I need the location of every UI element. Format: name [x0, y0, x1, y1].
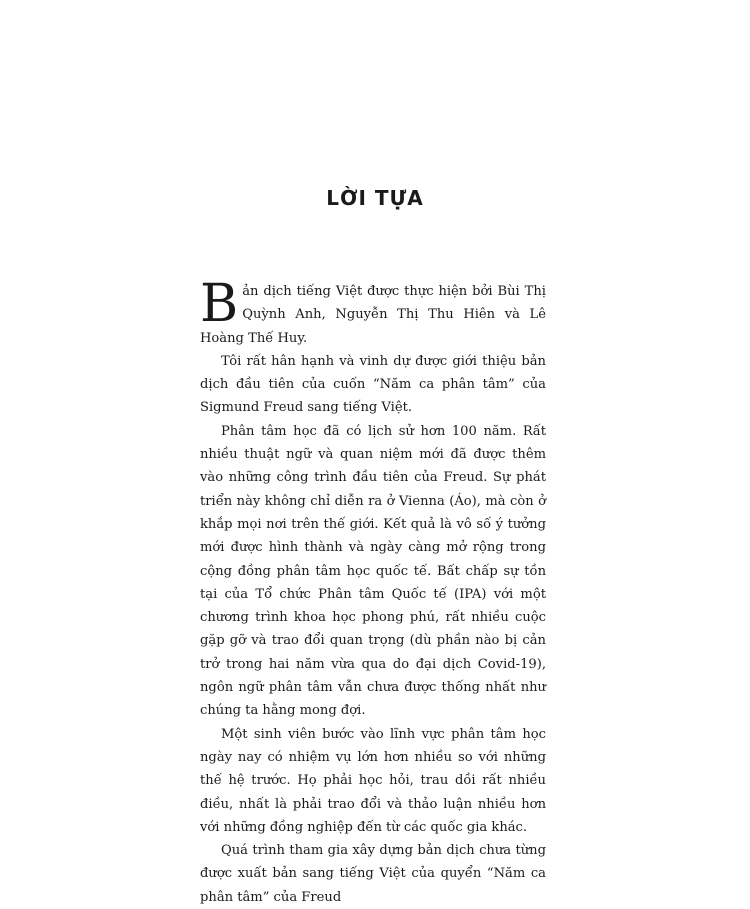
paragraph-1 — [200, 274, 546, 350]
paragraph-2: Tôi rất hân hạnh và vinh dự được giới thiệu bản dịch đầu tiên của cuốn “Năm ca phân tâm” của Sigmund Freud sang tiếng Việt. — [200, 353, 546, 416]
drop-cap: B — [200, 274, 239, 334]
preface-body — [200, 274, 546, 909]
paragraph-1-text: ản dịch tiếng Việt được thực hiện bởi Bùi Thị Quỳnh Anh, Nguyễn Thị Thu Hiên và Lê Hoàng Thế Huy. — [200, 284, 546, 346]
paragraph-3: Phân tâm học đã có lịch sử hơn 100 năm. Rất nhiều thuật ngữ và quan niệm mới đã được thêm vào những công trình đầu tiên của Freud. Sự phát triển này không chỉ diễn ra ở Vienna (Áo), mà còn ở khắp mọi nơi trên thế giới. Kết quả là vô số ý tưởng mới được hình thành và ngày càng mở rộng trong cộng đồng phân tâm học quốc tế. Bất chấp sự tồn tại của Tổ chức Phân tâm Quốc tế (IPA) với một chương trình khoa học phong phú, rất nhiều cuộc gặp gỡ và trao đổi quan trọng (dù phần nào bị cản trở trong hai năm vừa qua do đại dịch Covid-19), ngôn ngữ phân tâm vẫn chưa được thống nhất như chúng ta hằng mong đợi. — [200, 423, 546, 719]
paragraph-4: Một sinh viên bước vào lĩnh vực phân tâm học ngày nay có nhiệm vụ lớn hơn nhiều so với những thế hệ trước. Họ phải học hỏi, trau dồi rất nhiều điều, nhất là phải trao đổi và thảo luận nhiều hơn với những đồng nghiệp đến từ các quốc gia khác. — [200, 726, 546, 835]
page-title: LỜI TỰA — [326, 186, 424, 210]
paragraph-5: Quá trình tham gia xây dựng bản dịch chưa từng được xuất bản sang tiếng Việt của quyển “Năm ca phân tâm” của Freud — [200, 843, 546, 905]
